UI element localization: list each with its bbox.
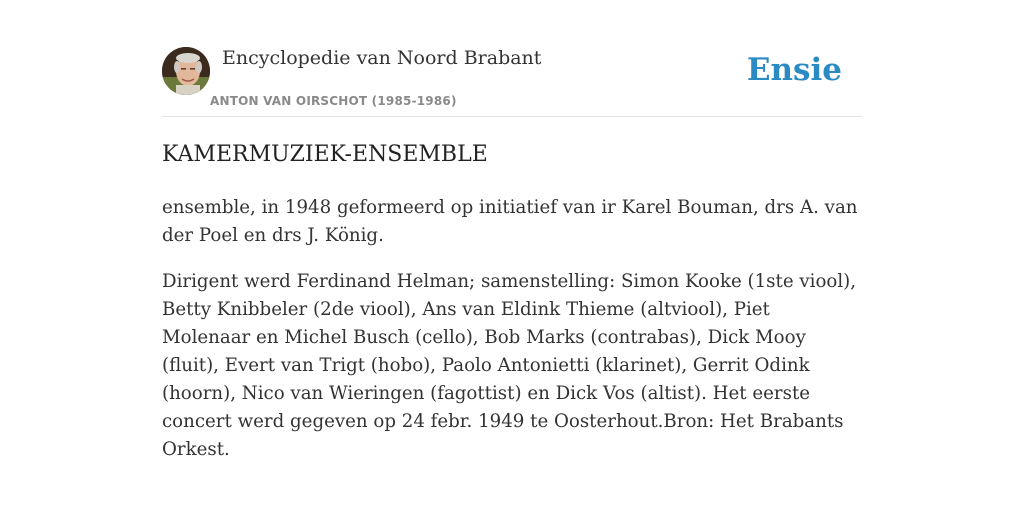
article-paragraph: Dirigent werd Ferdinand Helman; samenstelling: Simon Kooke (1ste viool), Betty Knibbeler (2de viool), Ans van Eldink Thieme (altviool), Piet Molenaar en Michel Busch (cello), Bob Marks (contrabas), Dick Mooy (fluit), Evert van Trigt (hobo), Paolo Antonietti (klarinet), Gerrit Odink (hoorn), Nico van Wieringen (fagottist) en Dick Vos (altist). Het eerste concert werd gegeven op 24 febr. 1949 te Oosterhout.Bron: Het Brabants Orkest. xyxy=(162,271,857,460)
brand-logo[interactable]: Ensie xyxy=(746,52,842,88)
article-title: KAMERMUZIEK-ENSEMBLE xyxy=(162,142,488,167)
article xyxy=(162,140,862,482)
encyclopedia-title[interactable]: Encyclopedie van Noord Brabant xyxy=(222,47,542,69)
author-name[interactable]: ANTON VAN OIRSCHOT (1985-1986) xyxy=(210,94,457,108)
article-paragraph: ensemble, in 1948 geformeerd op initiatief van ir Karel Bouman, drs A. van der Poel en drs J. König. xyxy=(162,197,858,246)
header xyxy=(162,44,862,117)
avatar[interactable] xyxy=(162,47,210,95)
author-portrait-icon xyxy=(162,47,210,95)
